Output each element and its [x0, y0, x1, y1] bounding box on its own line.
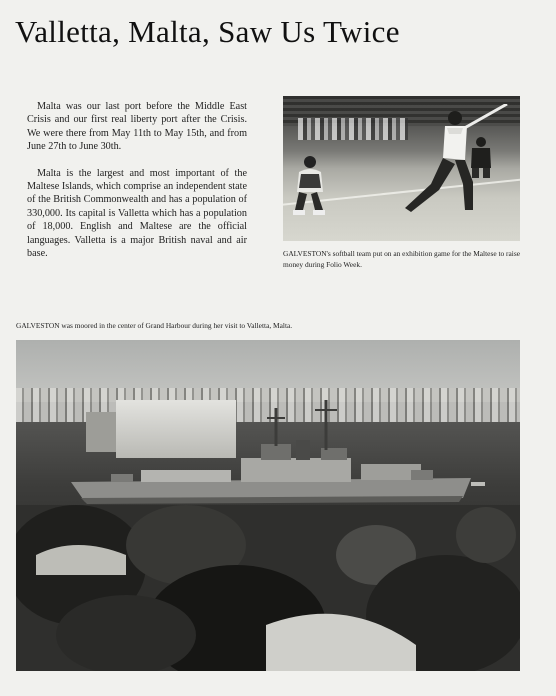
batter-figure: [403, 104, 513, 214]
uss-galveston-ship: [71, 400, 491, 510]
foreground-trees: [16, 505, 520, 671]
page-title: Valletta, Malta, Saw Us Twice: [15, 14, 400, 49]
spectators: [298, 118, 408, 140]
paragraph-1: Malta was our last port before the Middle East Crisis and our first real liberty port after the Crisis. We were there from May 11th to May 15th, and from June 27th to June 30th.: [27, 101, 247, 153]
catcher-figure: [291, 154, 329, 216]
grand-harbour-photo: [16, 340, 520, 671]
article-text: [27, 100, 247, 273]
softball-photo-caption: GALVESTON's softball team put on an exhibition game for the Maltese to raise money during Folio Week.: [283, 249, 520, 270]
paragraph-2: Malta is the largest and most important of the Maltese Islands, which comprise an independent state of the British Commonwealth and has a population of 330,000. Its capital is Valletta which has a population of 18,000. English and Maltese are the official languages. Valletta is a major British naval and air base.: [27, 167, 247, 260]
umpire-figure: [469, 136, 493, 178]
softball-photo: [283, 96, 520, 241]
harbour-photo-caption: GALVESTON was moored in the center of Grand Harbour during her visit to Valletta, Malta.: [16, 321, 293, 330]
